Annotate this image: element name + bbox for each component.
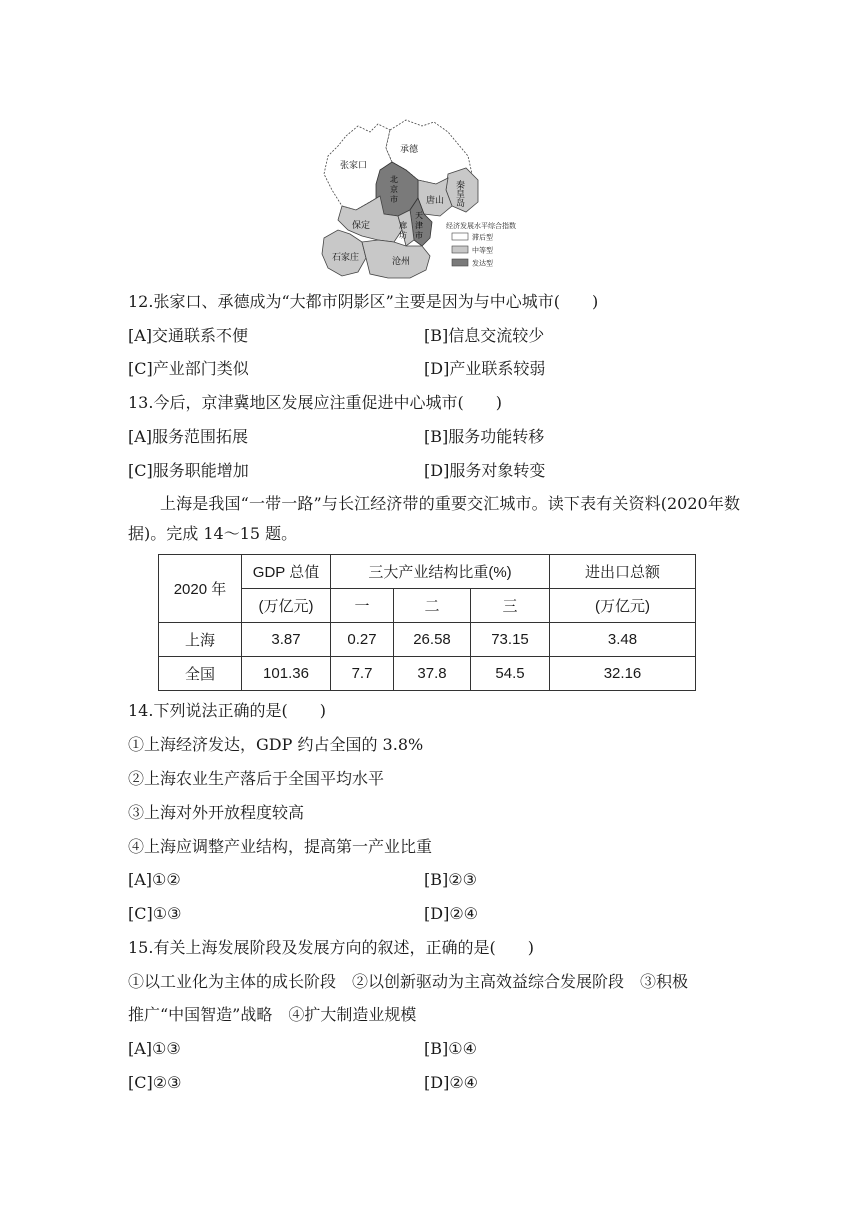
legend-swatch-lagging bbox=[452, 233, 468, 240]
label-shijiazhuang: 石家庄 bbox=[332, 253, 360, 263]
q13-option-c[interactable]: [C]服务职能增加 bbox=[128, 461, 249, 480]
q14-statement-2: ②上海农业生产落后于全国平均水平 bbox=[128, 769, 385, 788]
table-cell: 101.36 bbox=[242, 657, 331, 691]
label-beijing-2: 京 bbox=[390, 185, 398, 194]
label-langfang-1: 廊 bbox=[399, 221, 407, 230]
table-cell: 0.27 bbox=[331, 623, 394, 657]
legend-swatch-developed bbox=[452, 259, 468, 266]
label-qinhuangdao-2: 皇 bbox=[456, 190, 466, 200]
table-row bbox=[159, 623, 696, 657]
table-trade-unit: (万亿元) bbox=[550, 589, 696, 623]
legend-title: 经济发展水平综合指数 bbox=[446, 222, 516, 230]
q14-statement-1: ①上海经济发达，GDP 约占全国的 3.8% bbox=[128, 735, 424, 754]
label-chengde: 承德 bbox=[400, 145, 419, 155]
table-sub-secondary: 二 bbox=[394, 589, 471, 623]
q15-option-c[interactable]: [C]②③ bbox=[128, 1073, 182, 1092]
table-cell: 54.5 bbox=[471, 657, 550, 691]
table-cell: 全国 bbox=[159, 657, 242, 691]
table-cell: 3.48 bbox=[550, 623, 696, 657]
q15-option-b[interactable]: [B]①④ bbox=[424, 1039, 477, 1058]
label-zhangjiakou: 张家口 bbox=[340, 161, 368, 171]
q14-option-b[interactable]: [B]②③ bbox=[424, 870, 477, 889]
q13-option-b[interactable]: [B]服务功能转移 bbox=[424, 427, 545, 446]
shanghai-data-table bbox=[158, 554, 696, 691]
table-sub-tertiary: 三 bbox=[471, 589, 550, 623]
table-cell: 上海 bbox=[159, 623, 242, 657]
q13-option-d[interactable]: [D]服务对象转变 bbox=[424, 461, 546, 480]
table-row bbox=[159, 657, 696, 691]
table-cell: 37.8 bbox=[394, 657, 471, 691]
jingjinji-map bbox=[318, 118, 550, 280]
table-cell: 3.87 bbox=[242, 623, 331, 657]
legend-swatch-medium bbox=[452, 246, 468, 253]
table-gdp-unit: (万亿元) bbox=[242, 589, 331, 623]
q14-option-a[interactable]: [A]①② bbox=[128, 870, 181, 889]
q15-stem: 15.有关上海发展阶段及发展方向的叙述，正确的是( ) bbox=[128, 938, 534, 957]
table-cell: 73.15 bbox=[471, 623, 550, 657]
legend-item-lagging: 滞后型 bbox=[472, 233, 493, 242]
label-tangshan: 唐山 bbox=[426, 196, 445, 206]
q14-option-c[interactable]: [C]①③ bbox=[128, 904, 182, 923]
q12-option-b[interactable]: [B]信息交流较少 bbox=[424, 326, 545, 345]
label-tianjin-3: 市 bbox=[415, 231, 423, 240]
q14-statement-4: ④上海应调整产业结构，提高第一产业比重 bbox=[128, 837, 433, 856]
label-langfang-2: 坊 bbox=[399, 231, 407, 240]
table-cell: 7.7 bbox=[331, 657, 394, 691]
table-year-header: 2020 年 bbox=[159, 555, 242, 623]
table-sub-primary: 一 bbox=[331, 589, 394, 623]
q15-statements-line1: ①以工业化为主体的成长阶段 ②以创新驱动为主高效益综合发展阶段 ③积极 bbox=[128, 972, 689, 991]
q14-stem: 14.下列说法正确的是( ) bbox=[128, 701, 326, 720]
q12-option-a[interactable]: [A]交通联系不便 bbox=[128, 326, 249, 345]
q15-option-a[interactable]: [A]①③ bbox=[128, 1039, 181, 1058]
label-beijing-1: 北 bbox=[390, 175, 398, 184]
intro-paragraph: 上海是我国“一带一路”与长江经济带的重要交汇城市。读下表有关资料(2020年数据)。完成 14～15 题。 bbox=[128, 494, 740, 543]
q13-option-a[interactable]: [A]服务范围拓展 bbox=[128, 427, 249, 446]
q12-option-c[interactable]: [C]产业部门类似 bbox=[128, 359, 249, 378]
label-qinhuangdao-3: 岛 bbox=[456, 199, 466, 209]
legend-item-developed: 发达型 bbox=[472, 259, 493, 268]
legend-item-medium: 中等型 bbox=[472, 246, 493, 255]
label-beijing-3: 市 bbox=[390, 195, 398, 204]
q12-stem: 12.张家口、承德成为“大都市阴影区”主要是因为与中心城市( ) bbox=[128, 292, 599, 311]
q15-statements-line2: 推广“中国智造”战略 ④扩大制造业规模 bbox=[128, 1005, 417, 1024]
q12-option-d[interactable]: [D]产业联系较弱 bbox=[424, 359, 546, 378]
label-baoding: 保定 bbox=[352, 221, 371, 231]
label-tianjin-1: 天 bbox=[415, 211, 423, 220]
table-structure-header: 三大产业结构比重(%) bbox=[331, 555, 550, 589]
q14-option-d[interactable]: [D]②④ bbox=[424, 904, 478, 923]
q14-statement-3: ③上海对外开放程度较高 bbox=[128, 803, 305, 822]
table-gdp-header: GDP 总值 bbox=[242, 555, 331, 589]
label-qinhuangdao-1: 秦 bbox=[456, 181, 466, 191]
table-trade-header: 进出口总额 bbox=[550, 555, 696, 589]
q15-option-d[interactable]: [D]②④ bbox=[424, 1073, 478, 1092]
label-tianjin-2: 津 bbox=[415, 221, 423, 230]
table-cell: 26.58 bbox=[394, 623, 471, 657]
table-cell: 32.16 bbox=[550, 657, 696, 691]
label-cangzhou: 沧州 bbox=[392, 257, 411, 267]
q13-stem: 13.今后，京津冀地区发展应注重促进中心城市( ) bbox=[128, 393, 502, 412]
